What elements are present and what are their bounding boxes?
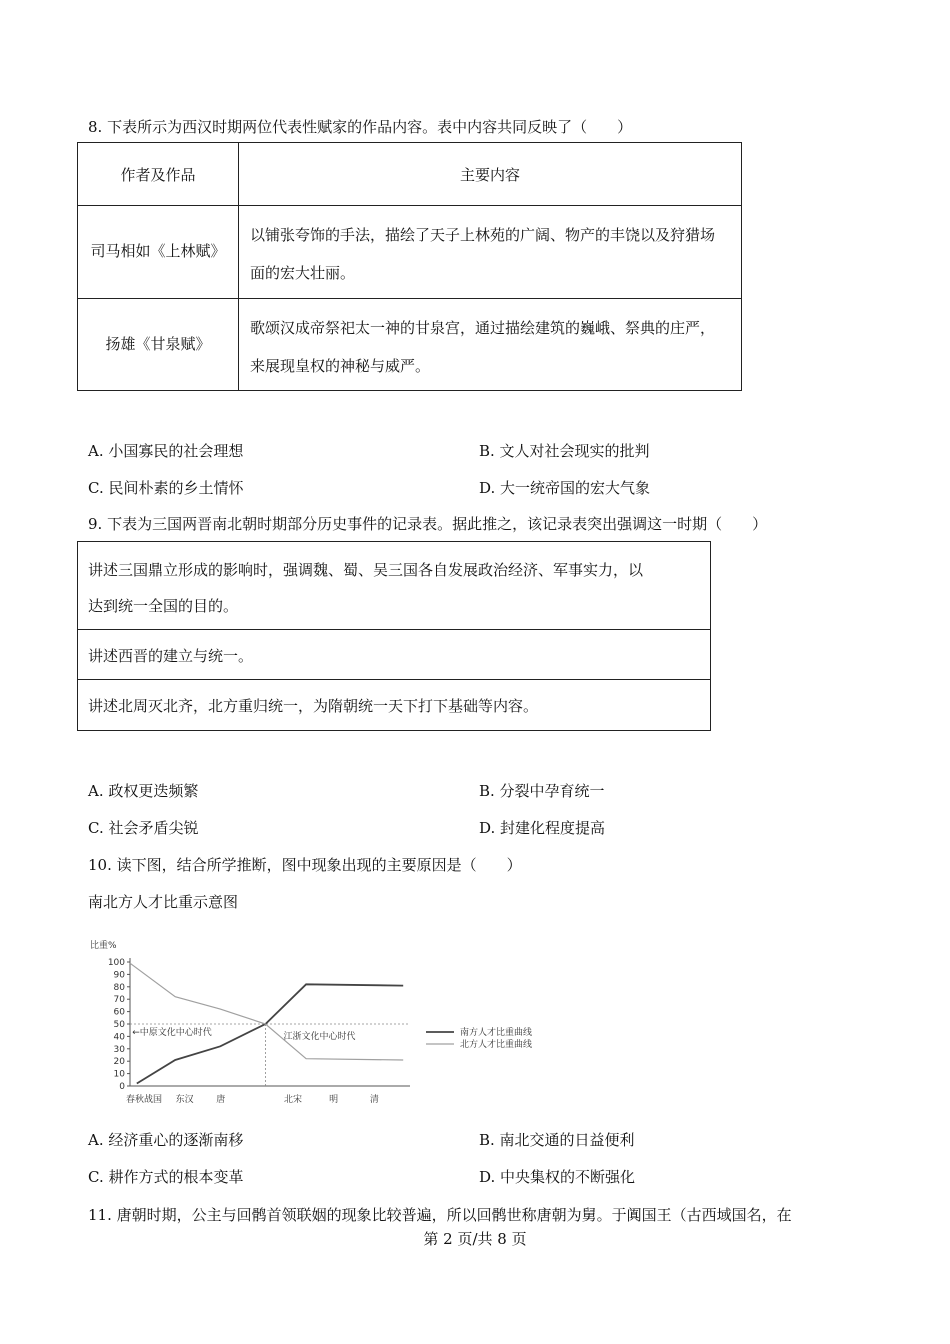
annotation-jiangzhe: 江浙文化中心时代 — [283, 1031, 356, 1042]
q8-row1-author: 司马相如《上林赋》 — [90, 242, 226, 260]
q8-row2-author: 扬雄《甘泉赋》 — [105, 335, 211, 353]
q9-stem: 9. 下表为三国两晋南北朝时期部分历史事件的记录表。据此推之，该记录表突出强调这一时期（ ） — [88, 515, 768, 533]
legend-label: 北方人才比重曲线 — [460, 1040, 533, 1050]
y-tick-label: 20 — [113, 1057, 125, 1068]
q8-option-b[interactable]: B. 文人对社会现实的批判 — [479, 442, 650, 460]
y-tick-label: 70 — [113, 995, 125, 1006]
q8-row2-content: 歌颂汉成帝祭祀太一神的甘泉宫，通过描绘建筑的巍峨、祭典的庄严，来展现皇权的神秘与威严。 — [250, 319, 716, 375]
q8-stem: 8. 下表所示为西汉时期两位代表性赋家的作品内容。表中内容共同反映了（ ） — [88, 118, 633, 136]
q8-row1-content: 以铺张夸饰的手法，描绘了天子上林苑的广阔、物产的丰饶以及狩猎场面的宏大壮丽。 — [250, 226, 716, 282]
q9-row2: 讲述西晋的建立与统一。 — [88, 647, 254, 665]
q10-option-a[interactable]: A. 经济重心的逐渐南移 — [88, 1131, 244, 1149]
x-tick-label: 明 — [329, 1095, 339, 1105]
y-tick-label: 80 — [113, 982, 125, 993]
page-footer: 第 2 页/共 8 页 — [423, 1230, 527, 1248]
x-tick-label: 清 — [369, 1095, 379, 1105]
y-tick-label: 50 — [113, 1020, 125, 1030]
q10-option-b[interactable]: B. 南北交通的日益便利 — [479, 1131, 635, 1149]
annotation-central-plains: ←中原文化中心时代 — [132, 1028, 212, 1039]
q9-row3: 讲述北周灭北齐，北方重归统一，为隋朝统一天下打下基础等内容。 — [88, 697, 539, 715]
y-tick-label: 30 — [113, 1044, 125, 1055]
q8-header-content: 主要内容 — [459, 166, 520, 184]
y-tick-label: 60 — [113, 1007, 125, 1018]
chart-title: 南北方人才比重示意图 — [88, 893, 239, 911]
q8-option-d[interactable]: D. 大一统帝国的宏大气象 — [479, 479, 651, 497]
q9-option-a[interactable]: A. 政权更迭频繁 — [88, 782, 199, 800]
legend-label: 南方人才比重曲线 — [460, 1028, 533, 1038]
q8-option-a[interactable]: A. 小国寡民的社会理想 — [88, 442, 244, 460]
q9-option-c[interactable]: C. 社会矛盾尖锐 — [88, 819, 199, 837]
y-axis-label: 比重% — [90, 941, 117, 951]
x-tick-label: 唐 — [216, 1095, 226, 1105]
north-talent-line — [130, 963, 403, 1060]
q8-option-c[interactable]: C. 民间朴素的乡土情怀 — [88, 479, 244, 497]
x-tick-label: 东汉 — [175, 1095, 194, 1105]
talent-ratio-chart — [80, 932, 570, 1112]
q11-stem: 11. 唐朝时期，公主与回鹘首领联姻的现象比较普遍，所以回鹘世称唐朝为舅。于阗国王（古西域国名，在 — [88, 1206, 792, 1224]
x-tick-label: 春秋战国 — [125, 1095, 163, 1105]
q8-header-author: 作者及作品 — [120, 166, 196, 184]
q9-option-b[interactable]: B. 分裂中孕育统一 — [479, 782, 605, 800]
q10-stem: 10. 读下图，结合所学推断，图中现象出现的主要原因是（ ） — [88, 856, 522, 874]
y-tick-label: 90 — [113, 970, 125, 981]
q9-option-d[interactable]: D. 封建化程度提高 — [479, 819, 606, 837]
q8-table — [77, 142, 742, 391]
q9-row1-line2: 达到统一全国的目的。 — [88, 597, 239, 615]
q9-row1-line1: 讲述三国鼎立形成的影响时，强调魏、蜀、吴三国各自发展政治经济、军事实力，以 — [88, 561, 644, 579]
q9-table — [77, 541, 711, 731]
x-tick-label: 北宋 — [284, 1095, 303, 1105]
y-tick-label: 40 — [113, 1032, 125, 1043]
y-tick-label: 0 — [119, 1082, 125, 1092]
q10-option-c[interactable]: C. 耕作方式的根本变革 — [88, 1168, 244, 1186]
y-tick-label: 100 — [107, 958, 125, 968]
y-tick-label: 10 — [113, 1069, 125, 1080]
q10-option-d[interactable]: D. 中央集权的不断强化 — [479, 1168, 636, 1186]
